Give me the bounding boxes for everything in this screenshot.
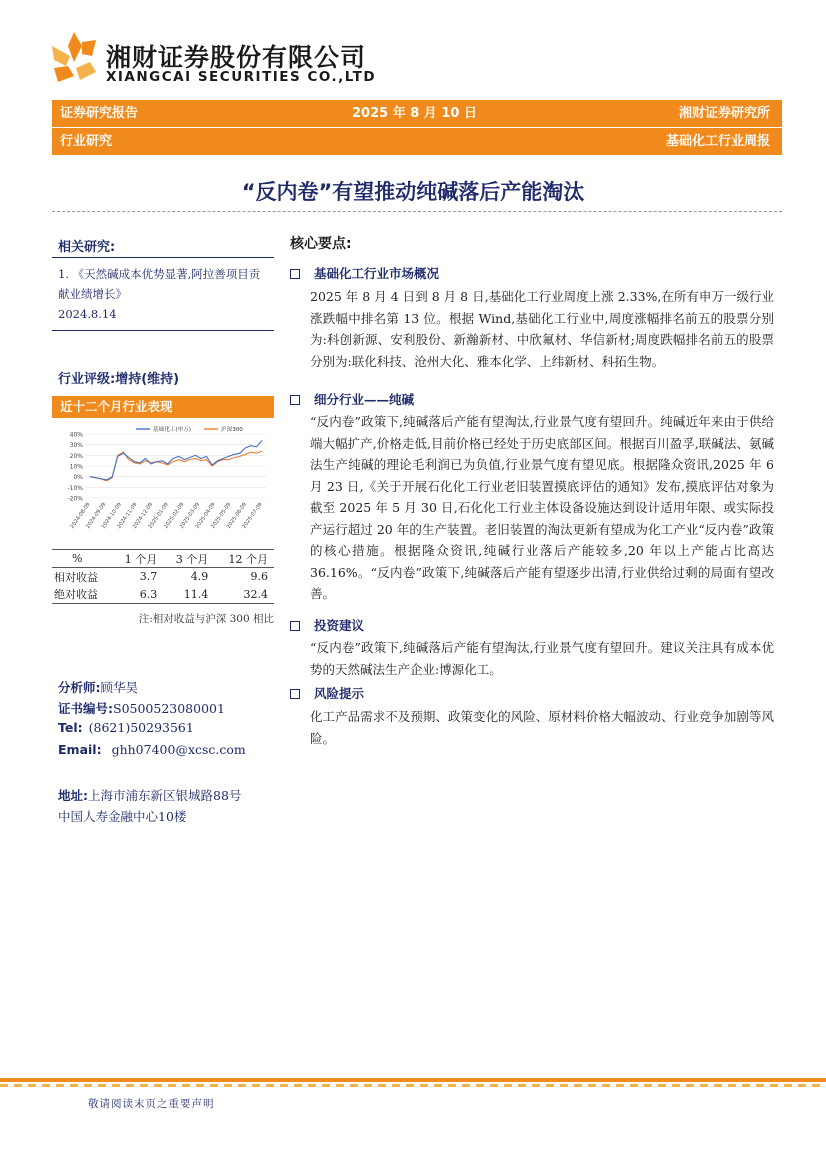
related-research-date: 2024.8.14 [58,307,117,321]
report-title: “反内卷”有望推动纯碱落后产能淘汰 [241,180,585,204]
footer-dash [742,1084,750,1087]
table-row [52,568,274,586]
address-line-2: 中国人寿金融中心10楼 [58,809,187,824]
footer-dash [196,1084,204,1087]
company-name-en: XIANGCAI SECURITIES CO.,LTD [106,69,377,85]
section-heading-investment [290,616,364,634]
analyst-label: 分析师: [58,680,101,695]
footer-dash [42,1084,50,1087]
section-title: 风险提示 [314,686,365,701]
footer-dash [182,1084,190,1087]
footer-dash [224,1084,232,1087]
footer-dash [406,1084,414,1087]
company-name-cn: 湘财证券股份有限公司 [106,43,367,72]
header-bar [52,100,782,127]
x-tick-label: 2025-02-09 [163,501,186,530]
footer-dash [14,1084,22,1087]
x-tick-label: 2025-05-09 [210,501,233,530]
report-category: 行业研究 [60,134,113,149]
checkbox-bullet-icon [290,621,300,631]
industry-rating: 行业评级:增持(维持) [58,372,180,387]
x-tick-label: 2025-06-09 [225,501,249,530]
footer-dash [392,1084,400,1087]
table-row [52,586,274,604]
footer-dash [490,1084,498,1087]
x-tick-label: 2025-03-09 [178,501,202,530]
email-line [58,742,246,757]
y-tick-label: 30% [69,442,83,450]
footer-dash [476,1084,484,1087]
report-series: 基础化工行业周报 [665,134,770,149]
footer-dash [112,1084,120,1087]
footer-dash [28,1084,36,1087]
footer-dash [616,1084,624,1087]
footer-dash [448,1084,456,1087]
x-tick-label: 2025-04-09 [194,501,217,530]
footer-dash [308,1084,316,1087]
title-divider [52,211,782,212]
footer-dash [602,1084,610,1087]
y-tick-label: -10% [67,484,83,492]
y-tick-label: 40% [69,431,83,439]
subheader-bar [52,128,782,155]
footer-dash [98,1084,106,1087]
y-tick-label: -20% [67,495,83,503]
footer-dash [672,1084,680,1087]
footer-dash [686,1084,694,1087]
section-text-soda-ash: “反内卷”政策下,纯碱落后产能有望淘汰,行业景气度有望回升。纯碱近年来由于供给端大幅扩产,价格走低,目前价格已经处于历史底部区间。根据百川盈孚,联碱法、氨碱法生产纯碱的理论毛利润已为负值,行业景气度有望见底。根据隆众资讯,2025 年 6 月 23 日,《关于开展石化化工行业老旧装置摸底评估的通知》发布,摸底评估对象为截至 2025 年 5 月 30 日,石化化工行业主体设备设施达到设计适用年限、或实际投产运行超过 20 年的生产装置。老旧装置的淘汰更新有望成为化工产业“反内卷”政策的核心措施。根据隆众资讯,纯碱行业落后产能较多,20 年以上产能占比高达 36.16%。“反内卷”政策下,纯碱落后产能有望逐步出清,行业供给过剩的局面有望改善。 [310,414,774,601]
footer-dash [658,1084,666,1087]
institute-name: 湘财证券研究所 [678,106,770,121]
legend-label: 沪深300 [221,427,243,433]
footer-dash [518,1084,526,1087]
table-header-cell: 12 个月 [214,550,274,568]
footer-dash [154,1084,162,1087]
footer-dash [294,1084,302,1087]
related-research-link[interactable]: 1. 《天然碱成本优势显著,阿拉善项目贡献业绩增长》 [58,267,261,301]
footer-disclaimer-link[interactable]: 敬请阅读末页之重要声明 [88,1098,215,1110]
section-heading-market [290,264,439,282]
performance-chart-svg [52,420,274,548]
section-title: 投资建议 [314,618,365,633]
footer-dash [126,1084,134,1087]
company-logo [52,32,382,88]
table-header-cell: % [52,550,112,568]
footer-dash [462,1084,470,1087]
table-cell: 4.9 [190,570,209,584]
footer-dash [798,1084,806,1087]
legend-label: 基础化工(申万) [153,427,191,433]
table-cell: 3.7 [139,570,158,584]
x-tick-label: 2024-08-09 [69,501,92,530]
footer-dash [644,1084,652,1087]
section-title: 细分行业——纯碱 [314,392,415,407]
performance-table [52,549,274,604]
email-address[interactable]: ghh07400@xcsc.com [111,742,246,757]
footer-dash [336,1084,344,1087]
footer-dash [728,1084,736,1087]
address-label: 地址: [58,788,88,803]
core-points-heading: 核心要点: [290,236,352,252]
footer-decor-strip [0,1078,826,1088]
footer-dash [84,1084,92,1087]
footer-dash [574,1084,582,1087]
section-title: 基础化工行业市场概况 [314,266,440,281]
address-line-1: 上海市浦东新区银城路88号 [88,788,242,803]
checkbox-bullet-icon [290,689,300,699]
y-tick-label: 20% [69,452,83,460]
footer-dash [168,1084,176,1087]
analyst-line [58,678,138,696]
cert-label: 证书编号: [58,701,113,716]
checkbox-bullet-icon [290,395,300,405]
related-research-heading: 相关研究: [58,240,116,255]
footer-dash [812,1084,820,1087]
tel-line [58,720,194,735]
footer-dash [420,1084,428,1087]
footer-dash [588,1084,596,1087]
table-cell: 32.4 [214,586,274,604]
performance-chart [52,420,274,548]
logo-mark-icon [52,32,98,88]
footer-dash [770,1084,778,1087]
performance-heading: 近十二个月行业表现 [52,396,274,418]
section-heading-soda-ash [290,390,414,408]
footer-dash [504,1084,512,1087]
tel-number: (8621)50293561 [88,720,194,735]
row-label: 绝对收益 [52,586,112,604]
footer-dash [532,1084,540,1087]
x-tick-label: 2024-10-09 [100,501,123,530]
cert-number: S0500523080001 [113,701,225,716]
table-cell: 9.6 [250,570,268,584]
section-heading-risk [290,684,364,702]
table-note: 注:相对收益与沪深 300 相比 [138,613,274,625]
analyst-name: 顾华昊 [100,680,139,695]
section-text-risk: 化工产品需求不及预期、政策变化的风险、原材料价格大幅波动、行业竞争加剧等风险。 [310,709,774,746]
footer-dash [266,1084,274,1087]
footer-dash [252,1084,260,1087]
footer-dash [280,1084,288,1087]
table-cell: 11.4 [163,586,214,604]
footer-dash [546,1084,554,1087]
footer-dash [0,1084,8,1087]
table-cell: 6.3 [112,586,163,604]
report-date: 2025 年 8 月 10 日 [352,106,477,121]
footer-dash [322,1084,330,1087]
section-text-market: 2025 年 8 月 4 日到 8 月 8 日,基础化工行业周度上涨 2.33%,在所有申万一级行业涨跌幅中排名第 13 位。根据 Wind,基础化工行业中,周度涨幅排名前五的股票分别为:科创新源、安利股份、新瀚新材、中欣氟材、华信新材;周度跌幅排名前五的股票分别为:联化科技、沧州大化、雅本化学、上纬新材、科拓生物。 [310,289,774,369]
x-tick-label: 2024-09-09 [85,501,108,530]
footer-dash [714,1084,722,1087]
report-type: 证券研究报告 [60,106,139,121]
table-header-cell: 1 个月 [112,550,163,568]
y-tick-label: 10% [69,463,83,471]
x-tick-label: 2024-11-09 [116,501,139,530]
tel-label: Tel: [58,720,83,735]
footer-dash [784,1084,792,1087]
section-text-investment: “反内卷”政策下,纯碱落后产能有望淘汰,行业景气度有望回升。建议关注具有成本优势的天然碱法生产企业:博源化工。 [310,640,774,677]
x-tick-label: 2024-12-09 [131,501,155,530]
footer-dash [630,1084,638,1087]
footer-dash [364,1084,372,1087]
related-research-box [52,257,274,331]
email-label: Email: [58,742,102,757]
cert-line [58,699,225,717]
footer-dash [140,1084,148,1087]
footer-dash [378,1084,386,1087]
performance-table-header [52,550,274,568]
footer-dash [560,1084,568,1087]
address-line [58,786,241,804]
footer-dash [434,1084,442,1087]
footer-dash [70,1084,78,1087]
footer-dash [756,1084,764,1087]
row-label: 相对收益 [54,570,98,584]
footer-dash [56,1084,64,1087]
x-tick-label: 2025-01-09 [147,501,170,530]
footer-dash [700,1084,708,1087]
footer-dash [350,1084,358,1087]
x-tick-label: 2025-07-09 [241,501,264,530]
checkbox-bullet-icon [290,269,300,279]
footer-dash [210,1084,218,1087]
footer-dash [238,1084,246,1087]
y-tick-label: 0% [73,474,83,482]
table-header-cell: 3 个月 [163,550,214,568]
